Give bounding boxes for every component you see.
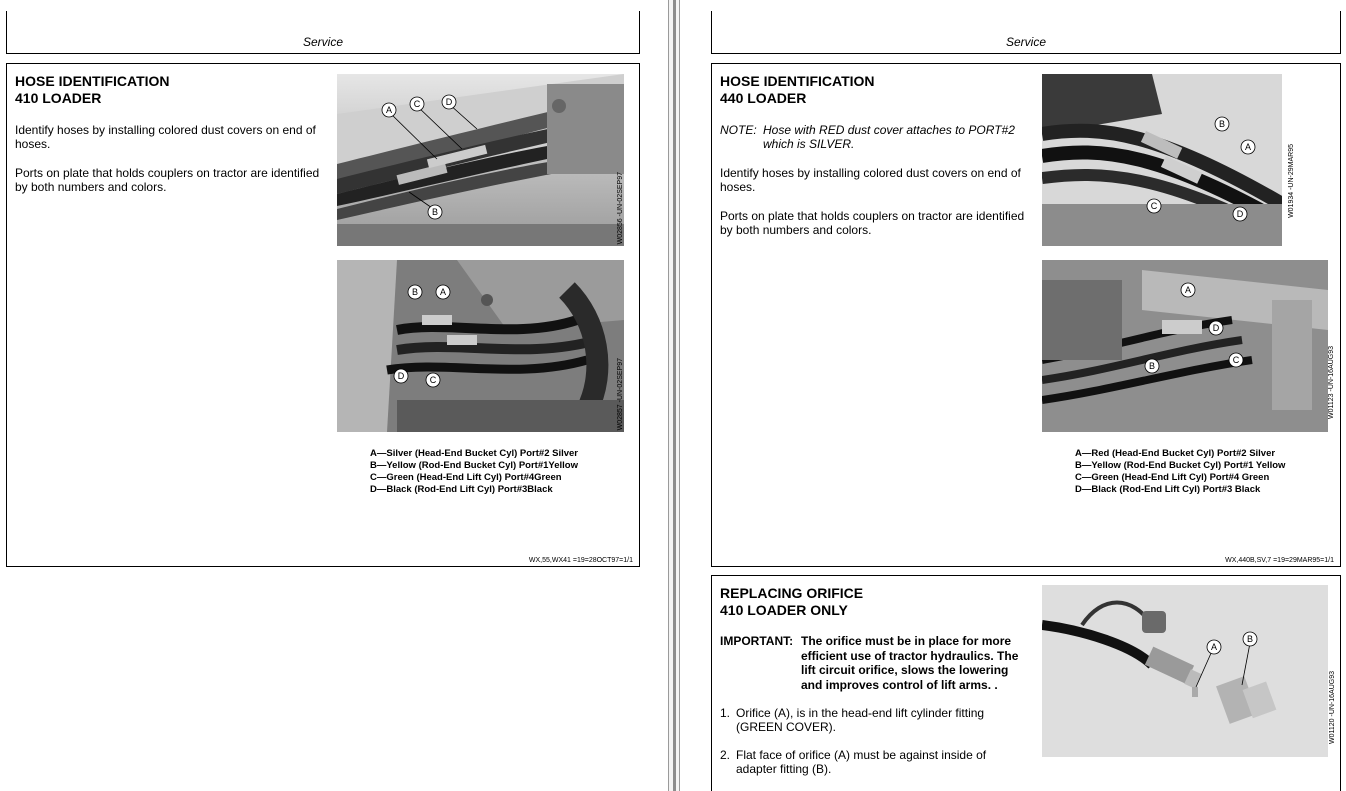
step-2-number: 2. <box>720 748 731 762</box>
photo-id: W02857 -UN-02SEP97 <box>617 357 624 430</box>
title-line-2: 410 LOADER ONLY <box>720 602 848 618</box>
callout-b: B <box>411 287 419 297</box>
section-title <box>15 73 170 107</box>
callout-a: A <box>1244 142 1252 152</box>
callout-a: A <box>1210 642 1218 652</box>
step-line: Flat face of orifice (A) must be against inside of <box>736 748 987 762</box>
callout-d: D <box>397 371 405 381</box>
callout-d: D <box>1212 323 1220 333</box>
legend-item: B—Yellow (Rod-End Bucket Cyl) Port#1Yellow <box>370 460 578 471</box>
running-head-right <box>711 11 1341 54</box>
callout-a: A <box>385 105 393 115</box>
gutter-divider <box>673 0 676 791</box>
right-page <box>680 0 1346 791</box>
replacing-orifice-block <box>711 575 1341 791</box>
footer-code: WX,55,WX41 =19=28OCT97=1/1 <box>528 557 633 564</box>
hose-id-410-block <box>6 63 640 567</box>
title-line-2: 410 LOADER <box>15 90 102 106</box>
paragraph-2: Ports on plate that holds couplers on tractor are identified by both numbers and colors. <box>15 166 320 194</box>
photo-440-hoses-bottom <box>1042 260 1328 432</box>
left-page <box>0 0 668 791</box>
hose-legend <box>1075 448 1285 496</box>
photo-id-440-top: W01934 -UN-29MAR95 <box>1288 144 1295 218</box>
callout-b: B <box>1148 361 1156 371</box>
important-text <box>801 634 1018 692</box>
title-line-1: HOSE IDENTIFICATION <box>720 73 875 89</box>
running-head-text: Service <box>302 35 343 49</box>
paragraph-1: Identify hoses by installing colored dust covers on end of hoses. <box>720 166 1021 194</box>
step-2-text <box>736 748 986 776</box>
legend-item: A—Silver (Head-End Bucket Cyl) Port#2 Silver <box>370 448 579 459</box>
step-line: Orifice (A), is in the head-end lift cylinder fitting <box>736 706 985 720</box>
hose-legend <box>370 448 578 496</box>
callout-c: C <box>413 99 421 109</box>
callout-c: C <box>1232 355 1240 365</box>
step-1-text <box>736 706 984 734</box>
legend-item: B—Yellow (Rod-End Bucket Cyl) Port#1 Yellow <box>1075 460 1286 471</box>
running-head-left <box>6 11 640 54</box>
legend-item: A—Red (Head-End Bucket Cyl) Port#2 Silver <box>1075 448 1276 459</box>
title-line-2: 440 LOADER <box>720 90 807 106</box>
note-label: NOTE: <box>720 123 757 137</box>
callout-b: B <box>1218 119 1226 129</box>
photo-id-440-bottom: W01123 -UN-16AUG93 <box>1328 346 1335 420</box>
callout-d: D <box>445 97 453 107</box>
callout-c: C <box>1150 201 1158 211</box>
hose-id-440-block <box>711 63 1341 567</box>
title-line-1: HOSE IDENTIFICATION <box>15 73 170 89</box>
step-line: adapter fitting (B). <box>736 762 832 776</box>
callout-a: A <box>1184 285 1192 295</box>
note-text: Hose with RED dust cover attaches to PORT#2 which is SILVER. <box>763 123 1015 151</box>
footer-code: WX,440B,SV,7 =19=29MAR95=1/1 <box>1225 557 1334 564</box>
important-line: efficient use of tractor hydraulics. The <box>801 648 1019 663</box>
callout-b: B <box>1246 634 1254 644</box>
page-gutter <box>668 0 680 791</box>
legend-item: C—Green (Head-End Lift Cyl) Port#4 Green <box>1075 472 1270 483</box>
photo-id-orifice: W01120 -UN-16AUG93 <box>1329 671 1336 745</box>
paragraph-2: Ports on plate that holds couplers on tractor are identified by both numbers and colors. <box>720 209 1025 237</box>
photo-440-hoses-top <box>1042 74 1282 246</box>
important-line: lift circuit orifice, slows the lowering <box>801 663 1009 677</box>
legend-item: C—Green (Head-End Lift Cyl) Port#4Green <box>370 472 562 483</box>
photo-410-hoses-bottom <box>337 260 624 432</box>
legend-item: D—Black (Rod-End Lift Cyl) Port#3 Black <box>1075 484 1261 495</box>
section-title <box>720 585 863 619</box>
section-title <box>720 73 875 107</box>
important-line: and improves control of lift arms. . <box>801 677 998 692</box>
step-1-number: 1. <box>720 706 731 720</box>
title-line-1: REPLACING ORIFICE <box>720 585 864 601</box>
important-label: IMPORTANT: <box>720 634 794 648</box>
callout-c: C <box>429 375 437 385</box>
step-line: (GREEN COVER). <box>736 720 837 734</box>
photo-id: W02856 -UN-02SEP97 <box>617 171 624 244</box>
callout-d: D <box>1236 209 1244 219</box>
photo-orifice <box>1042 585 1328 757</box>
paragraph-1: Identify hoses by installing colored dust covers on end of hoses. <box>15 123 316 151</box>
legend-item: D—Black (Rod-End Lift Cyl) Port#3Black <box>370 484 553 495</box>
callout-a: A <box>439 287 447 297</box>
photo-410-hoses-top <box>337 74 624 246</box>
important-line: The orifice must be in place for more <box>801 634 1012 648</box>
running-head-text: Service <box>1005 35 1046 49</box>
callout-b: B <box>431 207 439 217</box>
